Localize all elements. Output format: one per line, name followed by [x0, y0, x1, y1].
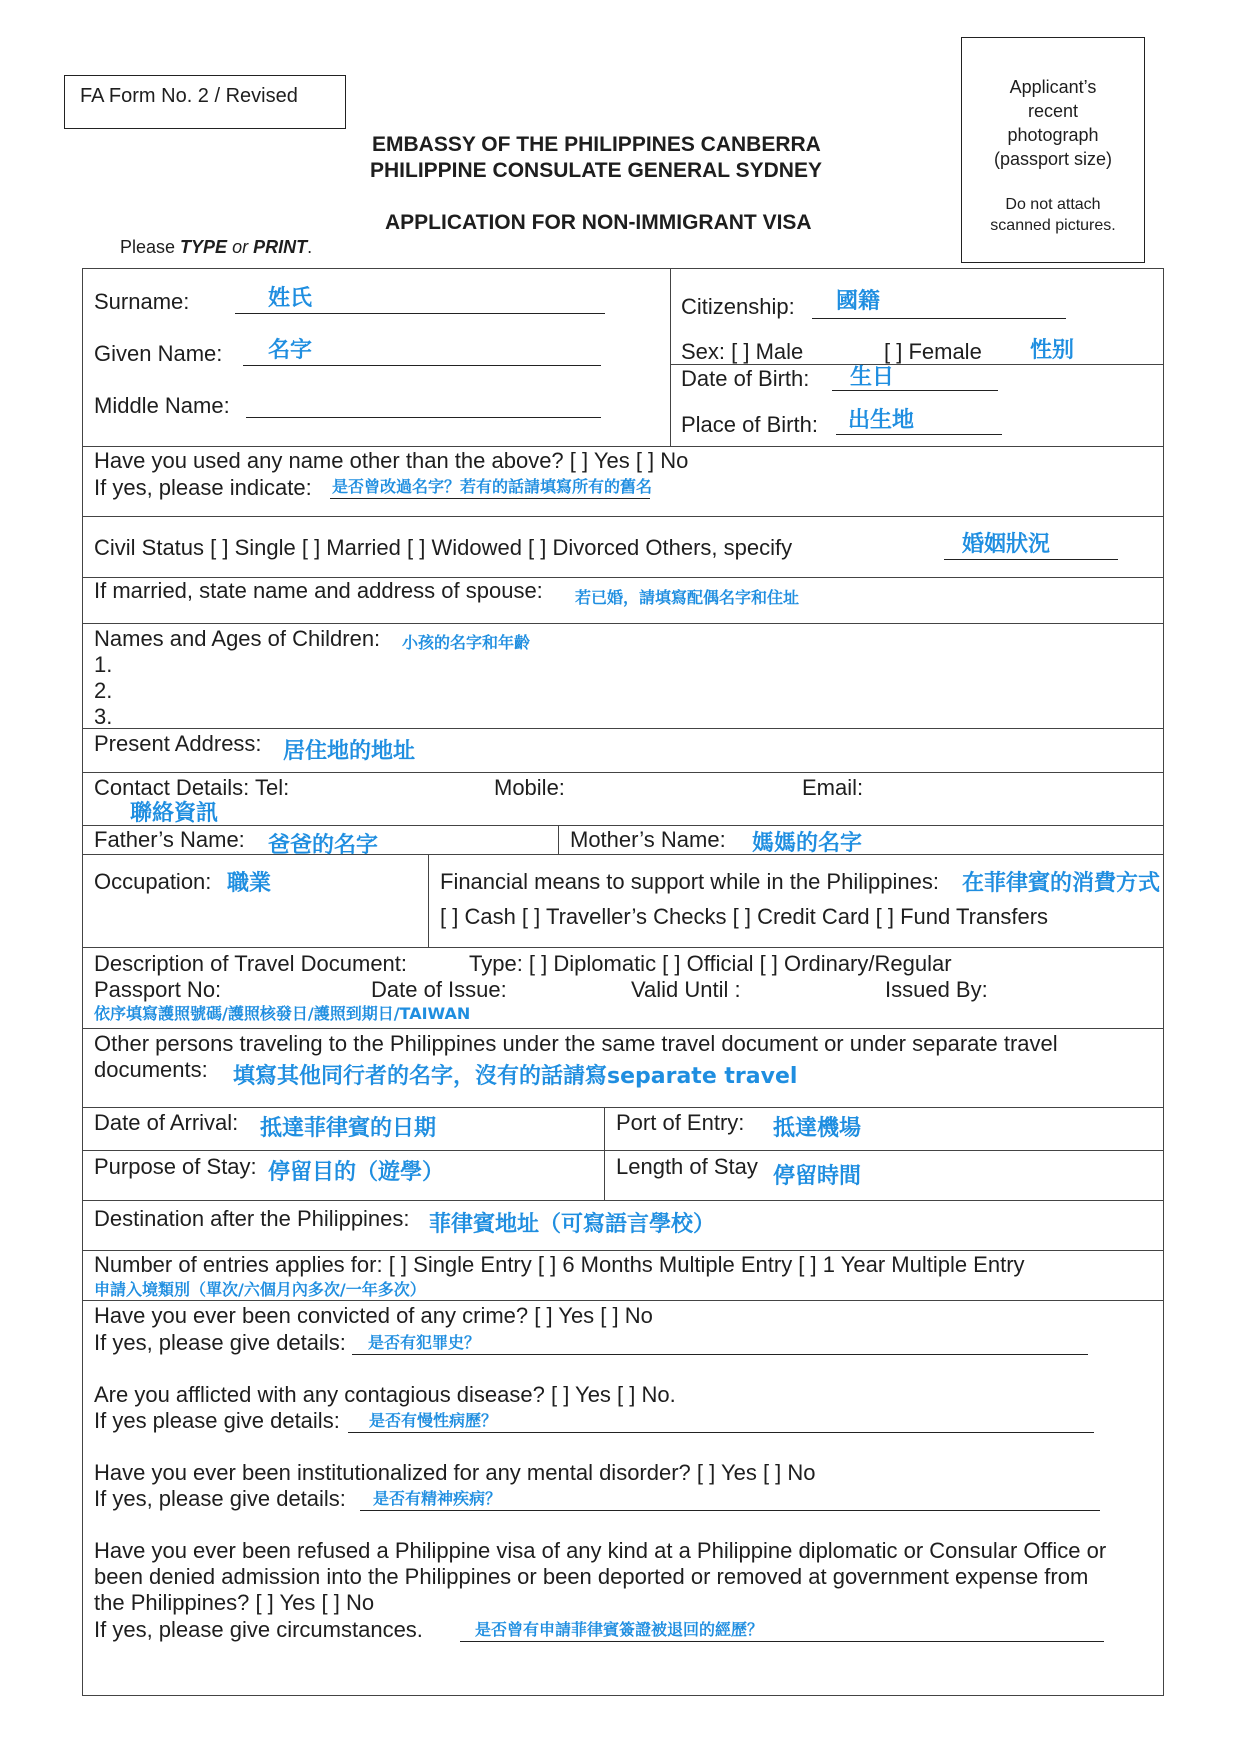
row-divider [82, 1250, 1164, 1251]
destination-label: Destination after the Philippines: [94, 1206, 410, 1231]
form-number: FA Form No. 2 / Revised [80, 85, 298, 107]
spouse-hint: 若已婚，請填寫配偶名字和住址 [575, 588, 800, 607]
dob-input[interactable] [832, 390, 998, 391]
refused-details-input[interactable] [460, 1641, 1104, 1642]
contact-mobile-label: Mobile: [494, 775, 565, 800]
given-name-label: Given Name: [94, 341, 223, 366]
occupation-hint: 職業 [227, 871, 272, 896]
row-divider [82, 1028, 1164, 1029]
issued-by-label: Issued By: [885, 977, 988, 1002]
photo-text: (passport size) [993, 149, 1113, 169]
row-divider [82, 446, 1164, 447]
financial-options[interactable]: [ ] Cash [ ] Traveller’s Checks [ ] Credit Card [ ] Fund Transfers [440, 904, 1049, 929]
photo-text: Applicant’s [1009, 77, 1097, 97]
mother-label: Mother’s Name: [570, 827, 726, 852]
column-divider [428, 854, 429, 947]
page-title: APPLICATION FOR NON-IMMIGRANT VISA [385, 211, 812, 234]
photo-text: photograph [1007, 125, 1099, 145]
entries-options[interactable]: Number of entries applies for: [ ] Single Entry [ ] 6 Months Multiple Entry [ ] 1 Year Multiple Entry [94, 1252, 1025, 1277]
father-hint: 爸爸的名字 [268, 833, 379, 858]
length-hint: 停留時間 [773, 1164, 862, 1189]
row-divider [82, 1200, 1164, 1201]
financial-hint: 在菲律賓的消費方式 [962, 871, 1161, 896]
row-divider [82, 623, 1164, 624]
refused-question-2: been denied admission into the Philippines or been deported or removed at government expense from [94, 1564, 1089, 1589]
child-2: 2. [94, 678, 113, 703]
mental-hint: 是否有精神疾病？ [373, 1489, 502, 1508]
occupation-label: Occupation: [94, 869, 212, 894]
contact-tel-label: Contact Details: Tel: [94, 775, 290, 800]
disease-details-label: If yes please give details: [94, 1408, 340, 1433]
other-persons-label: Other persons traveling to the Philippines under the same travel document or under separate travel [94, 1031, 1058, 1056]
disease-hint: 是否有慢性病歷？ [369, 1411, 498, 1430]
mental-question[interactable]: Have you ever been institutionalized for any mental disorder? [ ] Yes [ ] No [94, 1460, 816, 1485]
other-name-input[interactable] [330, 498, 650, 499]
travel-doc-type-options[interactable]: Type: [ ] Diplomatic [ ] Official [ ] Ordinary/Regular [469, 951, 952, 976]
disease-details-input[interactable] [348, 1432, 1094, 1433]
mother-hint: 媽媽的名字 [752, 831, 863, 856]
pob-input[interactable] [836, 434, 1002, 435]
row-divider [82, 1300, 1164, 1301]
refused-question: Have you ever been refused a Philippine visa of any kind at a Philippine diplomatic or Consular Office or [94, 1538, 1107, 1563]
civil-status-input[interactable] [944, 559, 1118, 560]
arrival-hint: 抵達菲律賓的日期 [260, 1116, 437, 1141]
row-divider [82, 772, 1164, 773]
photo-text: Do not attach [1005, 196, 1101, 213]
embassy-title: EMBASSY OF THE PHILIPPINES CANBERRA [372, 133, 821, 156]
citizenship-label: Citizenship: [681, 294, 795, 319]
other-persons-label-2: documents: [94, 1057, 208, 1082]
children-label: Names and Ages of Children: [94, 626, 381, 651]
travel-doc-label: Description of Travel Document: [94, 951, 408, 976]
photo-text: scanned pictures. [990, 217, 1116, 234]
financial-label: Financial means to support while in the Philippines: [440, 869, 939, 894]
middle-name-input[interactable] [246, 417, 601, 418]
purpose-label: Purpose of Stay: [94, 1154, 257, 1179]
citizenship-hint: 國籍 [836, 289, 881, 314]
crime-details-label: If yes, please give details: [94, 1330, 346, 1355]
father-label: Father’s Name: [94, 827, 245, 852]
given-name-hint: 名字 [268, 338, 313, 363]
arrival-label: Date of Arrival: [94, 1110, 239, 1135]
crime-hint: 是否有犯罪史？ [368, 1333, 481, 1352]
row-divider [670, 364, 1164, 365]
consulate-title: PHILIPPINE CONSULATE GENERAL SYDNEY [370, 159, 822, 182]
passport-no-label: Passport No: [94, 977, 222, 1002]
mental-details-input[interactable] [360, 1510, 1100, 1511]
pob-hint: 出生地 [848, 408, 915, 433]
child-3: 3. [94, 704, 113, 729]
surname-hint: 姓氏 [268, 286, 313, 311]
refused-details-label: If yes, please give circumstances. [94, 1617, 423, 1642]
sex-female-option[interactable]: [ ] Female [884, 339, 982, 364]
given-name-input[interactable] [243, 365, 601, 366]
middle-name-label: Middle Name: [94, 393, 230, 418]
column-divider [604, 1107, 605, 1200]
civil-status-options[interactable]: Civil Status [ ] Single [ ] Married [ ] Widowed [ ] Divorced Others, specify [94, 535, 793, 560]
mental-details-label: If yes, please give details: [94, 1486, 346, 1511]
purpose-hint: 停留目的（遊學） [268, 1160, 445, 1185]
address-label: Present Address: [94, 731, 262, 756]
other-name-hint: 是否曾改過名字？若有的話請填寫所有的舊名 [332, 477, 653, 496]
dob-label: Date of Birth: [681, 366, 810, 391]
column-divider [670, 268, 671, 446]
photo-text: recent [1027, 101, 1079, 121]
refused-hint: 是否曾有申請菲律賓簽證被退回的經歷？ [475, 1620, 764, 1639]
surname-input[interactable] [235, 313, 605, 314]
row-divider [82, 728, 1164, 729]
passport-hint: 依序填寫護照號碼/護照核發日/護照到期日/TAIWAN [94, 1004, 471, 1023]
child-1: 1. [94, 652, 113, 677]
other-name-question: Have you used any name other than the above? [ ] Yes [ ] No [94, 448, 689, 473]
other-persons-hint: 填寫其他同行者的名字，沒有的話請寫separate travel [233, 1064, 798, 1089]
valid-until-label: Valid Until : [631, 977, 741, 1002]
sex-male-option[interactable]: Sex: [ ] Male [681, 339, 804, 364]
civil-status-hint: 婚姻狀況 [962, 532, 1051, 557]
length-label: Length of Stay [616, 1154, 758, 1179]
other-name-label: If yes, please indicate: [94, 475, 312, 500]
crime-question[interactable]: Have you ever been convicted of any crime? [ ] Yes [ ] No [94, 1303, 653, 1328]
citizenship-input[interactable] [812, 318, 1066, 319]
row-divider [82, 1107, 1164, 1108]
port-hint: 抵達機場 [773, 1116, 862, 1141]
sex-hint: 性别 [1030, 338, 1075, 363]
contact-hint: 聯絡資訊 [130, 801, 219, 826]
contact-email-label: Email: [802, 775, 864, 800]
surname-label: Surname: [94, 289, 190, 314]
port-label: Port of Entry: [616, 1110, 745, 1135]
crime-details-input[interactable] [352, 1354, 1088, 1355]
row-divider [82, 516, 1164, 517]
entries-hint: 申請入境類別（單次/六個月內多次/一年多次） [94, 1280, 426, 1299]
row-divider [82, 825, 1164, 826]
date-of-issue-label: Date of Issue: [371, 977, 507, 1002]
disease-question[interactable]: Are you afflicted with any contagious disease? [ ] Yes [ ] No. [94, 1382, 676, 1407]
children-hint: 小孩的名字和年齡 [402, 633, 531, 652]
row-divider [82, 1150, 1164, 1151]
column-divider [558, 825, 559, 854]
instructions: Please TYPE or PRINT. [120, 237, 313, 257]
spouse-label: If married, state name and address of spouse: [94, 578, 543, 603]
destination-hint: 菲律賓地址（可寫語言學校） [429, 1212, 716, 1237]
row-divider [82, 854, 1164, 855]
address-hint: 居住地的地址 [283, 739, 416, 764]
row-divider [82, 947, 1164, 948]
refused-options[interactable]: the Philippines? [ ] Yes [ ] No [94, 1590, 375, 1615]
dob-hint: 生日 [850, 365, 895, 390]
pob-label: Place of Birth: [681, 412, 818, 437]
